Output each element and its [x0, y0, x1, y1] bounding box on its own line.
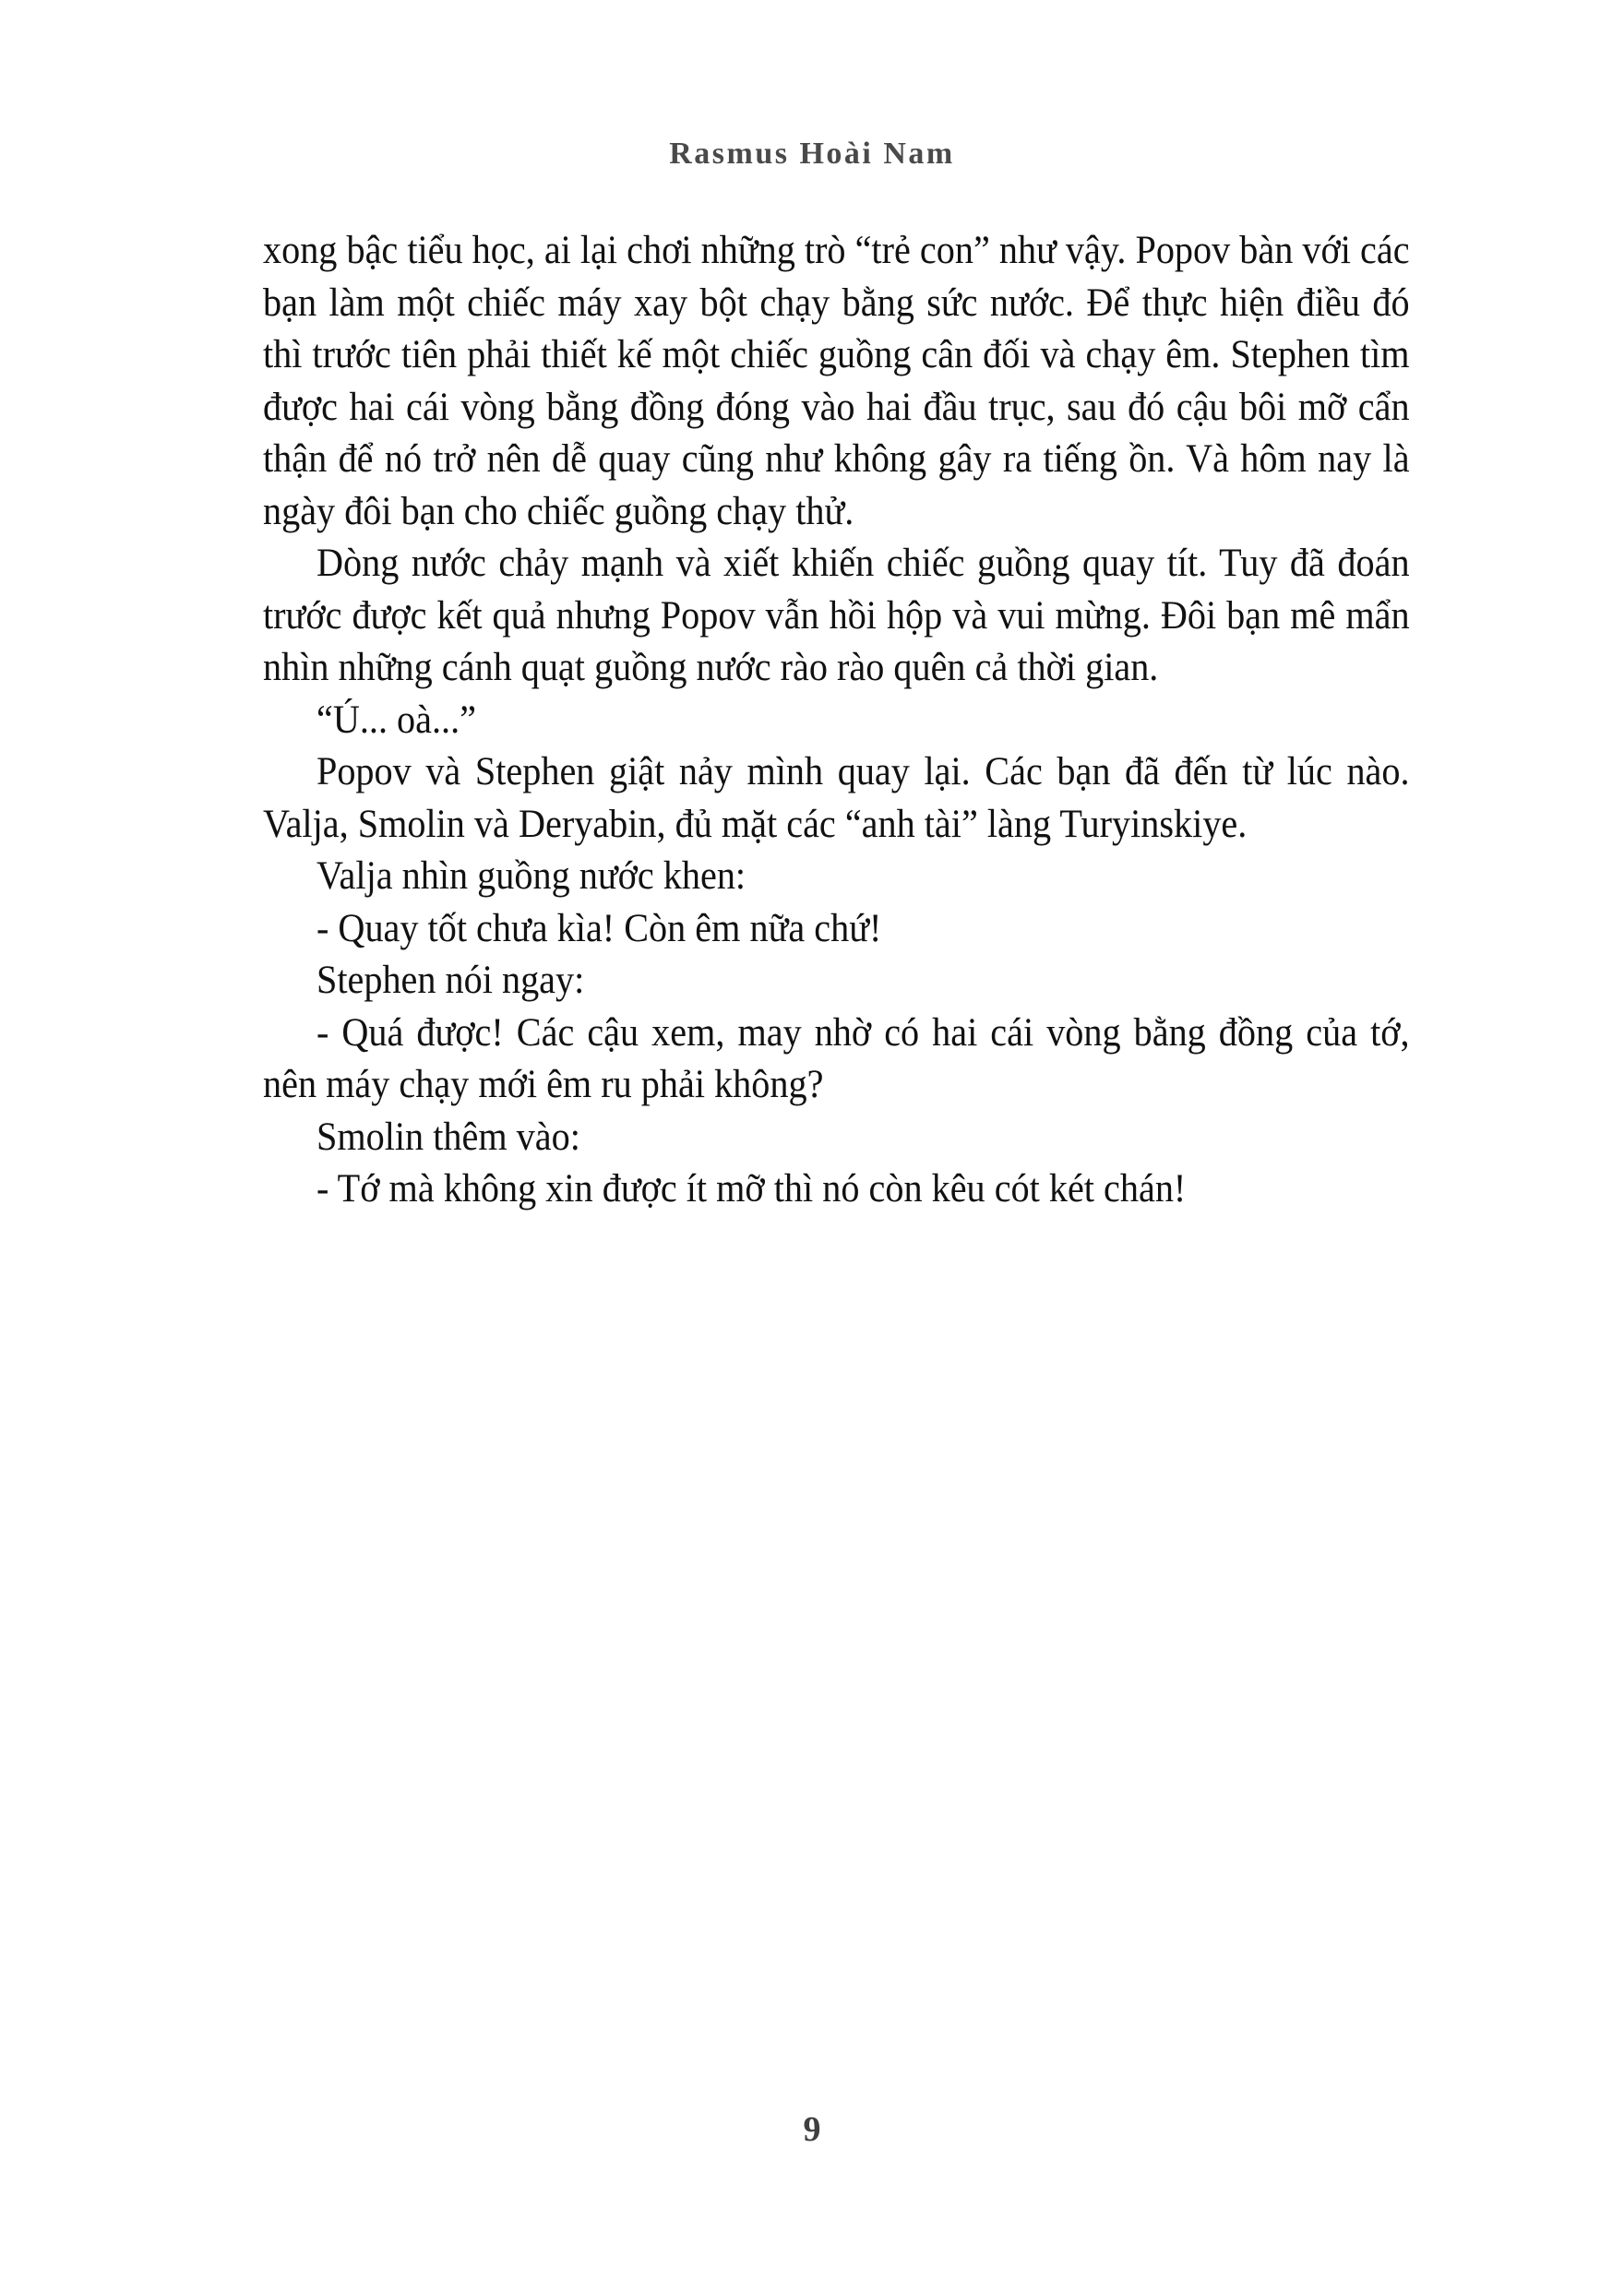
paragraph: xong bậc tiểu học, ai lại chơi những trò “trẻ con” như vậy. Popov bàn với các bạn làm một chiếc máy xay bột chạy bằng sức nước. Để thực hiện điều đó thì trước tiên phải thiết kế một chiếc guồng cân đối và chạy êm. Stephen tìm được hai cái vòng bằng đồng đóng vào hai đầu trục, sau đó cậu bôi mỡ cẩn thận để nó trở nên dễ quay cũng như không gây ra tiếng ồn. Và hôm nay là ngày đôi bạn cho chiếc guồng chạy thử. — [263, 229, 1410, 533]
paragraph: Stephen nói ngay: — [316, 959, 585, 1002]
paragraph: Valja nhìn guồng nước khen: — [316, 854, 746, 898]
paragraph: Dòng nước chảy mạnh và xiết khiến chiếc guồng quay tít. Tuy đã đoán trước được kết quả nhưng Popov vẫn hồi hộp và vui mừng. Đôi bạn mê mẩn nhìn những cánh quạt guồng nước rào rào quên cả thời gian. — [263, 542, 1410, 689]
running-header: Rasmus Hoài Nam — [669, 137, 955, 171]
paragraph: Popov và Stephen giật nảy mình quay lại. Các bạn đã đến từ lúc nào. Valja, Smolin và Deryabin, đủ mặt các “anh tài” làng Turyinskiye. — [263, 750, 1410, 846]
paragraph-dialogue: - Quay tốt chưa kìa! Còn êm nữa chứ! — [316, 906, 882, 950]
paragraph-dialogue: - Tớ mà không xin được ít mỡ thì nó còn kêu cót két chán! — [316, 1167, 1187, 1211]
paragraph-interjection: “Ú... oà...” — [316, 698, 477, 742]
paragraph-dialogue: - Quá được! Các cậu xem, may nhờ có hai cái vòng bằng đồng của tớ, nên máy chạy mới êm ru phải không? — [263, 1010, 1410, 1106]
paragraph: Smolin thêm vào: — [316, 1115, 580, 1159]
body-text-block — [263, 225, 1409, 1216]
page-number: 9 — [803, 2110, 821, 2149]
